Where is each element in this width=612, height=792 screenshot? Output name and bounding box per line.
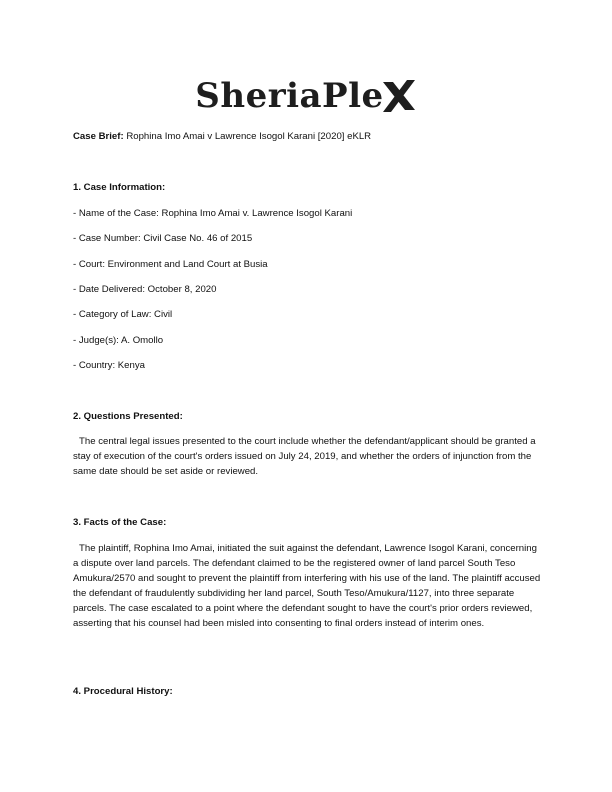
- case-info-item: - Court: Environment and Land Court at Busia: [73, 259, 268, 270]
- section-heading-procedural-history: 4. Procedural History:: [73, 686, 173, 697]
- questions-paragraph: The central legal issues presented to the court include whether the defendant/applicant should be granted a stay of execution of the court's orders issued on July 24, 2019, and whether the orders of injunction from the same date should be set aside or reviewed.: [73, 436, 536, 477]
- case-info-item: - Judge(s): A. Omollo: [73, 335, 164, 346]
- case-info-item: - Case Number: Civil Case No. 46 of 2015: [73, 233, 253, 244]
- sheriaplex-logo: [0, 76, 612, 116]
- case-brief-title: Rophina Imo Amai v Lawrence Isogol Karani [2020] eKLR: [126, 131, 372, 142]
- case-brief-line: [73, 131, 371, 143]
- case-info-item: - Category of Law: Civil: [73, 309, 173, 320]
- case-info-item: - Name of the Case: Rophina Imo Amai v. Lawrence Isogol Karani: [73, 208, 353, 219]
- section-heading-facts: 3. Facts of the Case:: [73, 517, 167, 528]
- case-info-item: - Country: Kenya: [73, 360, 145, 371]
- logo-wordmark: SheriaPle: [195, 76, 384, 116]
- section-heading-questions-presented: 2. Questions Presented:: [73, 411, 183, 422]
- section-heading-case-information: 1. Case Information:: [73, 182, 166, 193]
- case-brief-label: Case Brief:: [73, 131, 124, 142]
- logo-x-mark: [381, 78, 417, 114]
- case-info-item: - Date Delivered: October 8, 2020: [73, 284, 217, 295]
- facts-paragraph: The plaintiff, Rophina Imo Amai, initiated the suit against the defendant, Lawrence Isogol Karani, concerning a dispute over land parcels. The defendant claimed to be the registered owner of land parcel South Teso Amukura/2570 and sought to prevent the plaintiff from interfering with his use of the land. The plaintiff accused the defendant of fraudulently subdividing her land parcel, South Teso/Amukura/1127, into three separate parcels. The case escalated to a point where the defendant sought to have the court's prior orders reviewed, asserting that his counsel had been misled into consenting to final orders instead of interim ones.: [73, 543, 541, 629]
